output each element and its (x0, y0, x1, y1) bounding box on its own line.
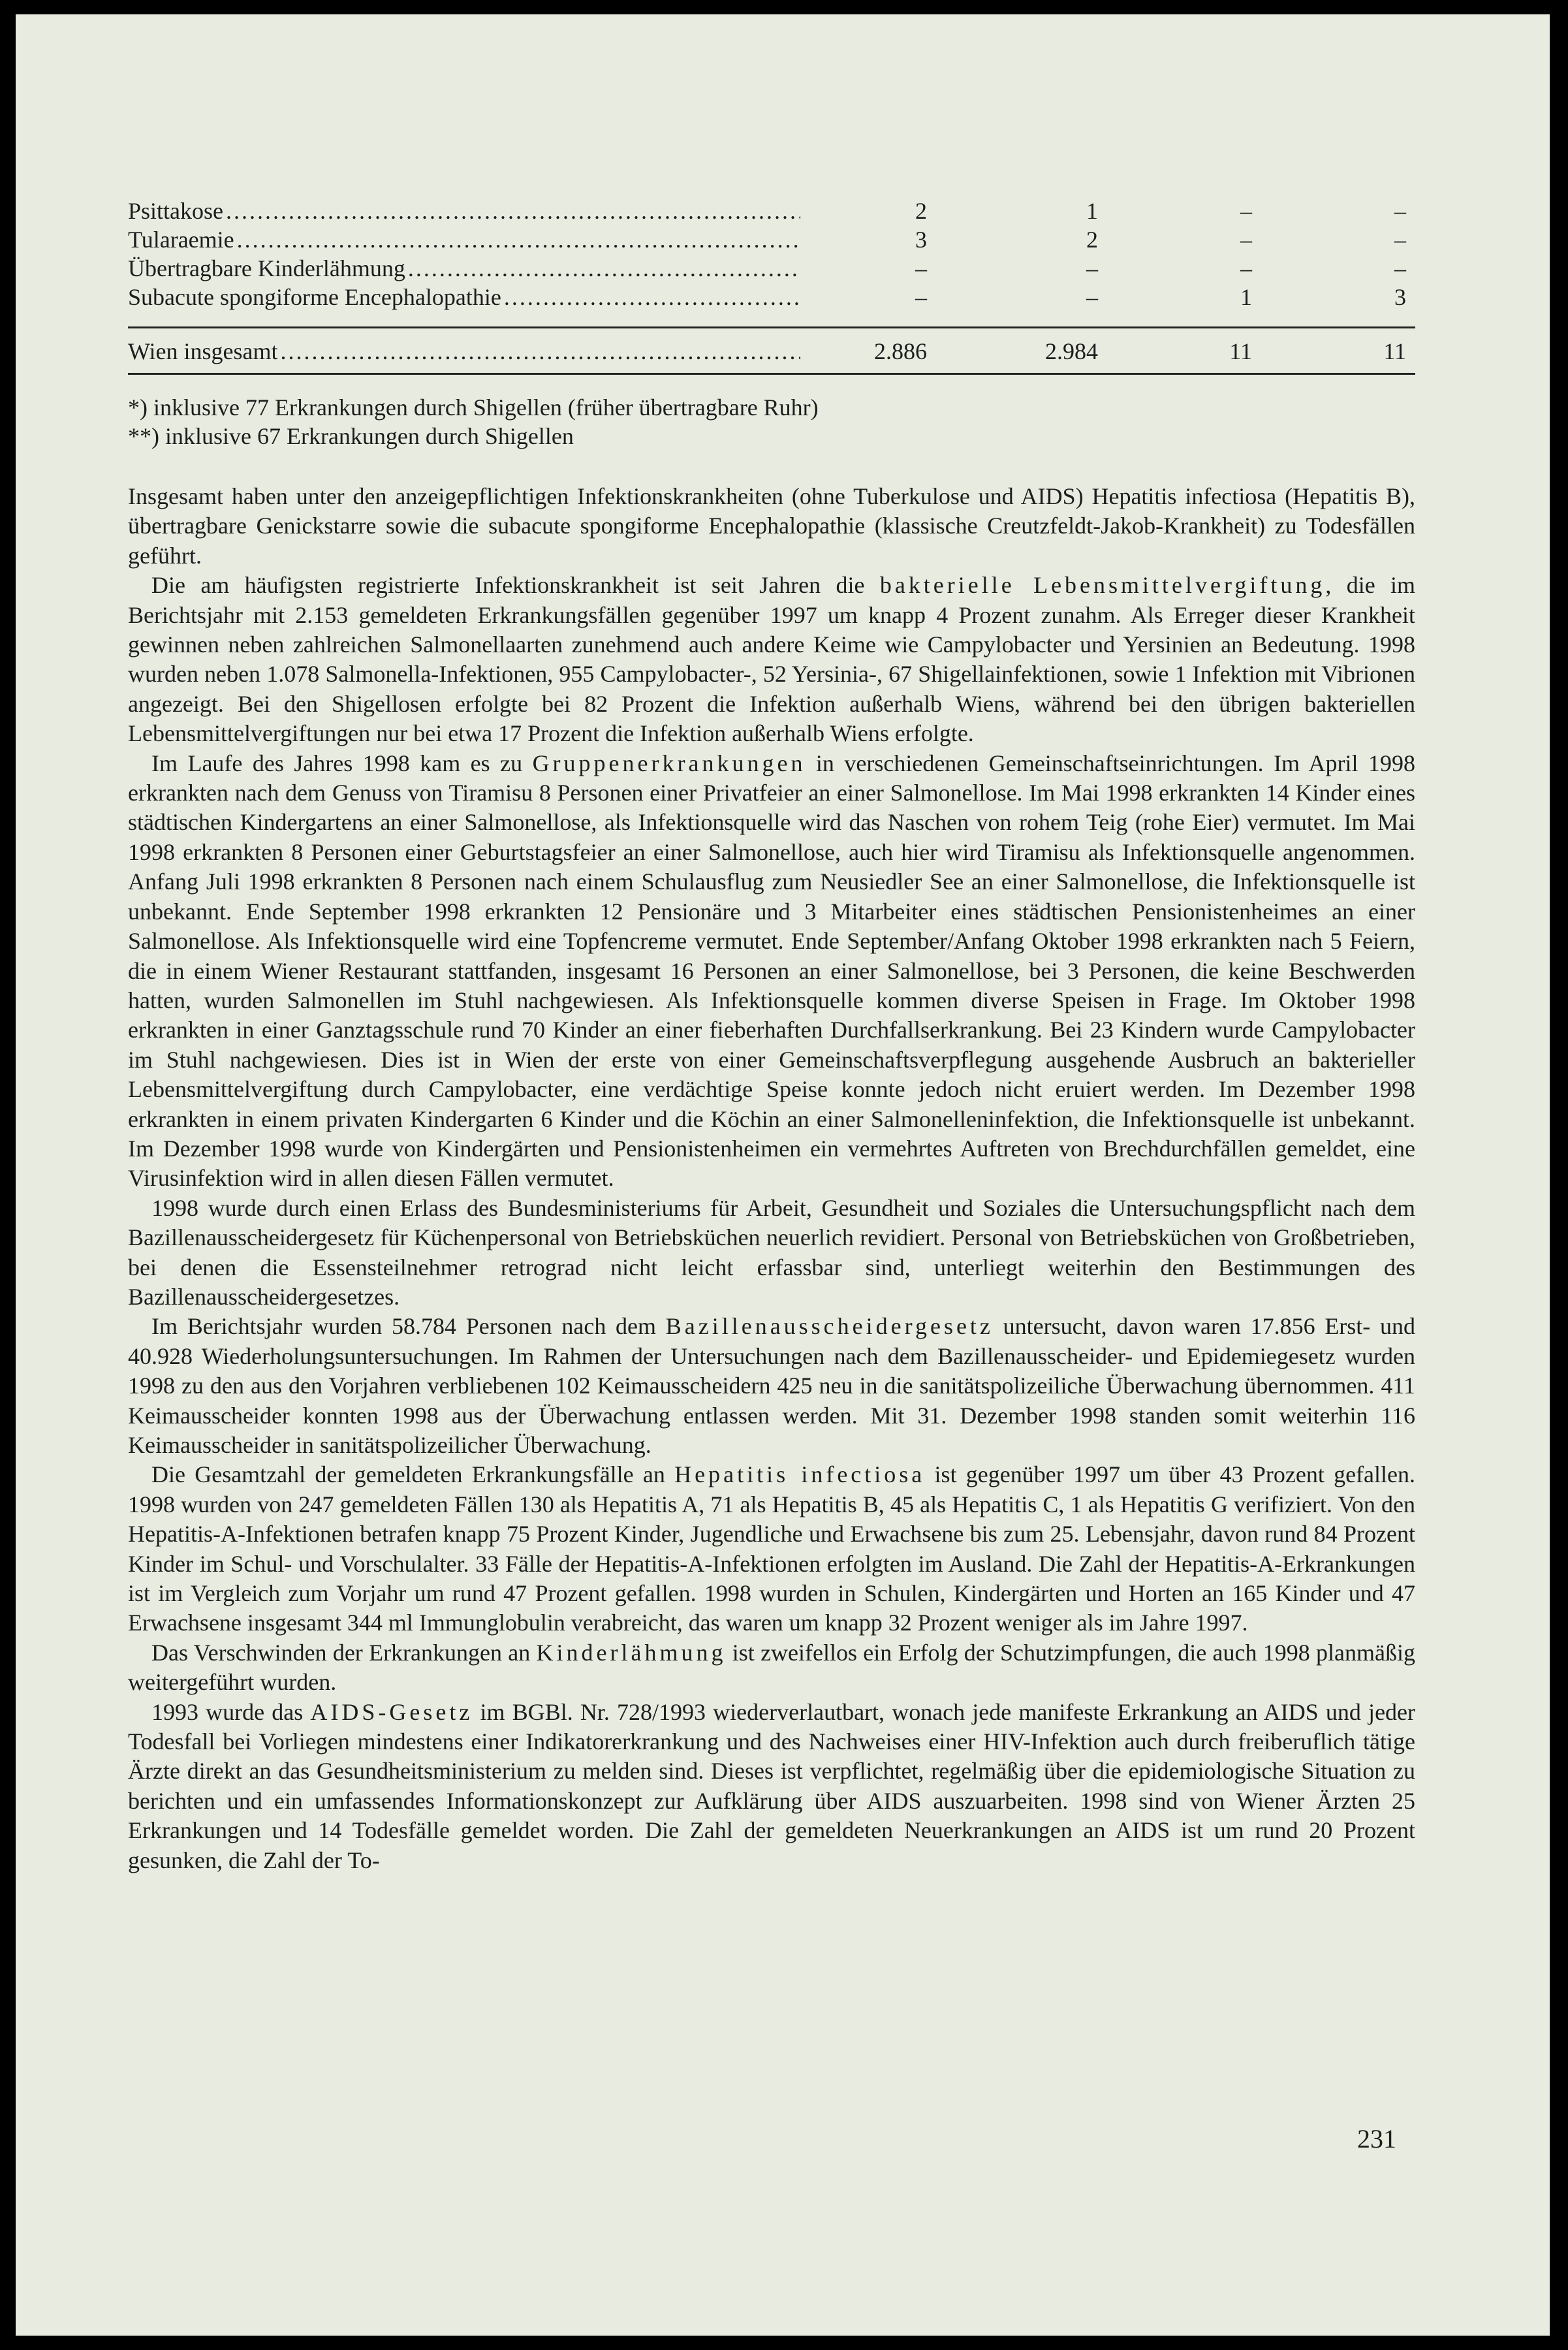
spaced-term: Hepatitis infectiosa (674, 1461, 926, 1488)
cell: – (1394, 198, 1406, 224)
spaced-term: Bazillenausscheidergesetz (665, 1313, 994, 1340)
paragraph: 1998 wurde durch einen Erlass des Bundesministeriums für Arbeit, Gesundheit und Soziales die Untersuchungspflicht nach dem Bazillenausscheidergesetz für Küchenpersonal von Betriebsküchen neuerlich revidiert. Personal von Betriebsküchen von Großbetrieben, bei denen die Essensteilnehmer retrograd nicht leicht erfassbar sind, unterliegt weiterhin den Bestimmungen des Bazillenausscheidergesetzes. (128, 1194, 1415, 1310)
footnote: **) inklusive 67 Erkrankungen durch Shigellen (128, 423, 574, 449)
cell: – (1394, 227, 1406, 253)
disease-table (128, 197, 1415, 375)
table-row (128, 255, 1415, 283)
table-row (128, 226, 1415, 255)
cell: – (1086, 255, 1098, 281)
paragraph: Das Verschwinden der Erkrankungen an Kinderlähmung ist zweifellos ein Erfolg der Schutzimpfungen, die auch 1998 planmäßig weitergeführt wurden. (128, 1639, 1416, 1696)
cell: 1 (1086, 198, 1098, 224)
cell: 11 (1229, 338, 1252, 364)
footnotes (128, 393, 1415, 451)
table-bottom-rule (128, 373, 1415, 375)
cell: – (915, 255, 927, 281)
cell: – (1240, 255, 1252, 281)
page-number: 231 (1357, 2124, 1396, 2153)
row-label: Tularaemie (128, 227, 234, 253)
cell: 2 (1086, 227, 1098, 253)
cell: 3 (915, 227, 927, 253)
spaced-term: AIDS-Gesetz (310, 1698, 473, 1725)
page-content (128, 197, 1415, 1875)
table-row (128, 197, 1415, 226)
paragraph: 1993 wurde das AIDS-Gesetz im BGBl. Nr. 728/1993 wiederverlautbart, wonach jede manifeste Erkrankung an AIDS und jeder Todesfall bei Vorliegen mindestens einer Indikatorerkrankung und des Nachweises einer HIV-Infektion auch durch freiberuflich tätige Ärzte direkt an das Gesundheitsministerium zu melden sind. Dieses ist verpflichtet, regelmäßig über die epidemiologische Situation zu berichten und ein umfassendes Informationskonzept zur Aufklärung über AIDS auszuarbeiten. 1998 sind von Wiener Ärzten 25 Erkrankungen und 14 Todesfälle gemeldet worden. Die Zahl der gemeldeten Neuerkrankungen an AIDS ist um rund 20 Prozent gesunken, die Zahl der To- (128, 1698, 1416, 1873)
cell: 11 (1383, 338, 1406, 364)
cell: 3 (1394, 284, 1406, 310)
cell: 1 (1240, 284, 1252, 310)
table-rule (128, 326, 1415, 328)
table-row (128, 283, 1415, 312)
cell: – (1240, 227, 1252, 253)
footnote: *) inklusive 77 Erkrankungen durch Shigellen (früher übertragbare Ruhr) (128, 394, 819, 421)
paragraph: Im Laufe des Jahres 1998 kam es zu Gruppenerkrankungen in verschiedenen Gemeinschaftseinrichtungen. Im April 1998 erkrankten nach dem Genuss von Tiramisu 8 Personen einer Privatfeier an einer Salmonellose. Im Mai 1998 erkrankten 14 Kinder eines städtischen Kindergartens an einer Salmonellose, als Infektionsquelle wird das Naschen von rohem Teig (rohe Eier) vermutet. Im Mai 1998 erkrankten 8 Personen einer Geburtstagsfeier an einer Salmonellose, auch hier wird Tiramisu als Infektionsquelle angenommen. Anfang Juli 1998 erkrankten 8 Personen nach einem Schulausflug zum Neusiedler See an einer Salmonellose, die Infektionsquelle ist unbekannt. Ende September 1998 erkrankten 12 Pensionäre und 3 Mitarbeiter eines städtischen Pensionistenheimes an einer Salmonellose. Als Infektionsquelle wird eine Topfencreme vermutet. Ende September/Anfang Oktober 1998 erkrankten nach 5 Feiern, die in einem Wiener Restaurant stattfanden, insgesamt 16 Personen an einer Salmonellose, bei 3 Personen, die keine Beschwerden hatten, wurden Salmonellen im Stuhl nachgewiesen. Als Infektionsquelle kommen diverse Speisen in Frage. Im Oktober 1998 erkrankten in einer Ganztagsschule rund 70 Kinder an einer fieberhaften Durchfallserkrankung. Bei 23 Kindern wurde Campylobacter im Stuhl nachgewiesen. Dies ist in Wien der erste von einer Gemeinschaftsverpflegung ausgehende Ausbruch an bakterieller Lebensmittelvergiftung durch Campylobacter, eine verdächtige Speise konnte jedoch nicht eruiert werden. Im Dezember 1998 erkrankten in einem privaten Kindergarten 6 Kinder und die Köchin an einer Salmonelleninfektion, die Infektionsquelle ist unbekannt. Im Dezember 1998 wurde von Kindergärten und Pensionistenheimen ein vermehrtes Auftreten von Brechdurchfällen gemeldet, eine Virusinfektion wird in allen diesen Fällen vermutet. (128, 750, 1415, 1192)
row-label: Psittakose (128, 198, 224, 224)
row-label: Übertragbare Kinderlähmung (128, 255, 405, 281)
cell: – (915, 284, 927, 310)
cell: – (1086, 284, 1098, 310)
spaced-term: Kinderlähmung (536, 1639, 727, 1666)
row-label: Subacute spongiforme Encephalopathie (128, 284, 501, 310)
paragraph: Im Berichtsjahr wurden 58.784 Personen nach dem Bazillenausscheidergesetz untersucht, davon waren 17.856 Erst- und 40.928 Wiederholungsuntersuchungen. Im Rahmen der Untersuchungen nach dem Bazillenausscheider- und Epidemiegesetz wurden 1998 zu den aus den Vorjahren verbliebenen 102 Keimausscheidern 425 neu in die sanitätspolizeiliche Überwachung übernommen. 411 Keimausscheider konnten 1998 aus der Überwachung entlassen werden. Mit 31. Dezember 1998 standen somit weiterhin 116 Keimausscheider in sanitätspolizeilicher Überwachung. (128, 1313, 1415, 1458)
table-total-row (128, 338, 1415, 366)
paragraph: Die Gesamtzahl der gemeldeten Erkrankungsfälle an Hepatitis infectiosa ist gegenüber 1997 um über 43 Prozent gefallen. 1998 wurden von 247 gemeldeten Fällen 130 als Hepatitis A, 71 als Hepatitis B, 45 als Hepatitis C, 1 als Hepatitis G verifiziert. Von den Hepatitis-A-Infektionen betrafen knapp 75 Prozent Kinder, Jugendliche und Erwachsene bis zum 25. Lebensjahr, davon rund 84 Prozent Kinder im Schul- und Vorschulalter. 33 Fälle der Hepatitis-A-Infektionen erfolgten im Ausland. Die Zahl der Hepatitis-A-Erkrankungen ist im Vergleich zum Vorjahr um rund 47 Prozent gefallen. 1998 wurden in Schulen, Kindergärten und Horten an 165 Kinder und 47 Erwachsene insgesamt 344 ml Immunglobulin verabreicht, das waren um knapp 32 Prozent weniger als im Jahre 1997. (128, 1461, 1416, 1636)
spaced-term: bakterielle Lebensmittelvergiftung (879, 572, 1326, 599)
cell: – (1394, 255, 1406, 281)
document-page (16, 14, 1550, 2336)
cell: 2.886 (874, 338, 927, 364)
body-text (128, 482, 1415, 1875)
cell: 2.984 (1045, 338, 1098, 364)
cell: 2 (915, 198, 927, 224)
total-label: Wien insgesamt (128, 338, 278, 364)
paragraph: Insgesamt haben unter den anzeigepflichtigen Infektionskrankheiten (ohne Tuberkulose und AIDS) Hepatitis infectiosa (Hepatitis B), übertragbare Genickstarre sowie die subacute spongiforme Encephalopathie (klassische Creutzfeldt-Jakob-Krankheit) zu Todesfällen geführt. (128, 483, 1415, 569)
paragraph: Die am häufigsten registrierte Infektionskrankheit ist seit Jahren die bakterielle Lebensmittelvergiftung, die im Berichtsjahr mit 2.153 gemeldeten Erkrankungsfällen gegenüber 1997 um knapp 4 Prozent zunahm. Als Erreger dieser Krankheit gewinnen neben zahlreichen Salmonellaarten zunehmend auch andere Keime wie Campylobacter und Yersinien an Bedeutung. 1998 wurden neben 1.078 Salmonella-Infektionen, 955 Campylobacter-, 52 Yersinia-, 67 Shigellainfektionen, sowie 1 Infektion mit Vibrionen angezeigt. Bei den Shigellosen erfolgte bei 82 Prozent die Infektion außerhalb Wiens, während bei den übrigen bakteriellen Lebensmittelvergiftungen nur bei etwa 17 Prozent die Infektion außerhalb Wiens erfolgte. (128, 572, 1416, 747)
cell: – (1240, 198, 1252, 224)
spaced-term: Gruppenerkrankungen (532, 750, 806, 776)
